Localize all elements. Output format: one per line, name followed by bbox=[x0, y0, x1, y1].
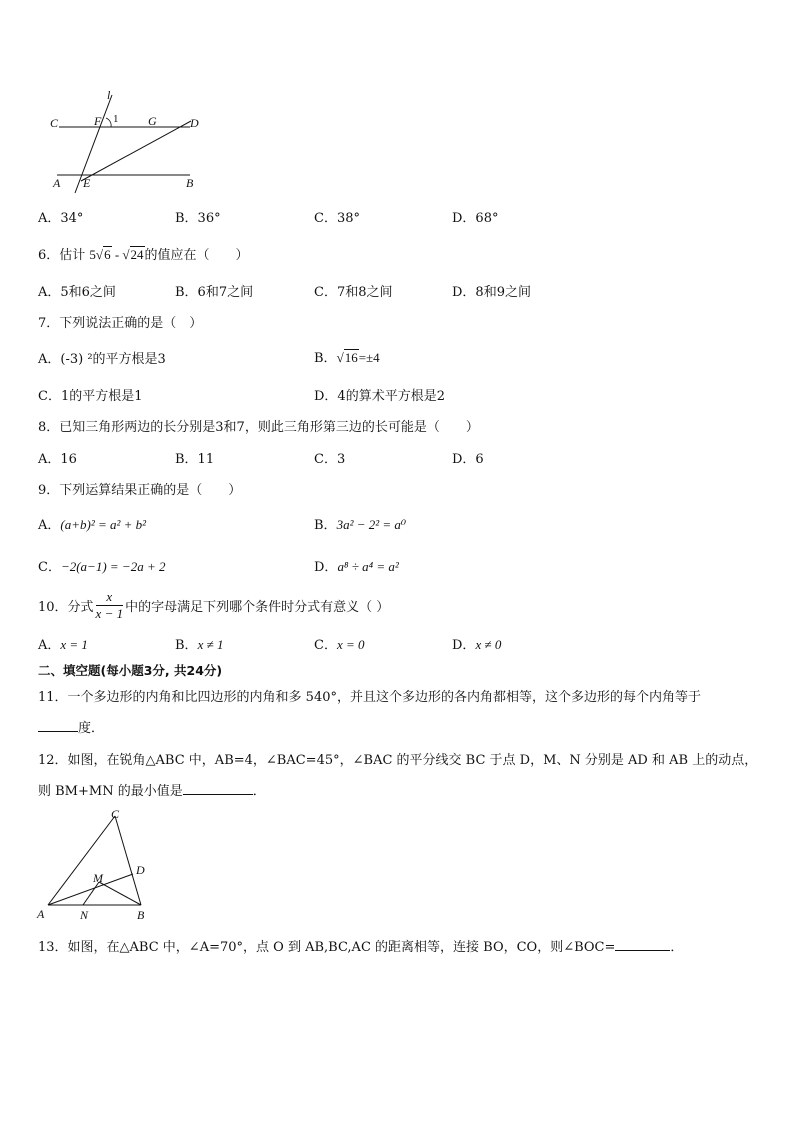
figure-parallel-lines bbox=[45, 85, 215, 195]
label-G: G bbox=[148, 114, 157, 128]
q9-option-c[interactable]: C．−2(a−1) = −2a + 2 bbox=[38, 559, 166, 575]
label-E: E bbox=[83, 176, 91, 190]
q5-option-c[interactable]: C．38° bbox=[314, 211, 360, 226]
tri-label-N: N bbox=[80, 908, 89, 922]
label-D: D bbox=[190, 116, 199, 130]
section-2-heading: 二、填空题(每小题3分, 共24分) bbox=[38, 663, 223, 678]
question-11-line2: 度． bbox=[38, 717, 104, 736]
q10-option-c[interactable]: C．x = 0 bbox=[314, 637, 365, 653]
figure-triangle bbox=[36, 806, 166, 926]
question-11-line1: 11．一个多边形的内角和比四边形的内角和多 540°，并且这个多边形的各内角都相等，这个多边形的每个内角等于 bbox=[38, 690, 701, 705]
q7-option-a[interactable]: A．(-3) ²的平方根是3 bbox=[38, 352, 166, 367]
q7-option-d[interactable]: D．4的算术平方根是2 bbox=[314, 389, 445, 404]
tri-label-B: B bbox=[137, 908, 145, 922]
label-C: C bbox=[50, 116, 59, 130]
q6-option-d[interactable]: D．8和9之间 bbox=[452, 285, 531, 300]
q6-option-c[interactable]: C．7和8之间 bbox=[314, 285, 393, 300]
q9-option-b[interactable]: B．3a² − 2² = a⁰ bbox=[314, 517, 407, 533]
label-angle-1: 1 bbox=[113, 113, 119, 125]
question-10: 10．分式 $\frac{x}{x - 1}$ 中的字母满足下列哪个条件时分式有意义（ ） bbox=[38, 589, 390, 621]
q5-option-b[interactable]: B．36° bbox=[175, 211, 221, 226]
tri-label-M: M bbox=[93, 871, 103, 885]
question-9: 9．下列运算结果正确的是（ ） bbox=[38, 483, 242, 498]
label-A: A bbox=[53, 176, 61, 190]
q7-option-b[interactable]: B．√16=±4 bbox=[314, 350, 380, 366]
label-B: B bbox=[186, 176, 194, 190]
q5-option-a[interactable]: A．34° bbox=[38, 211, 84, 226]
q10-option-b[interactable]: B．x ≠ 1 bbox=[175, 637, 224, 653]
question-13: 13．如图，在△ABC 中，∠A=70°，点 O 到 AB,BC,AC 的距离相等，连接 BO，CO，则∠BOC= ． bbox=[38, 940, 684, 955]
q9-option-a[interactable]: A．(a+b)² = a² + b² bbox=[38, 517, 147, 533]
label-l: l bbox=[107, 88, 111, 102]
q8-option-d[interactable]: D．6 bbox=[452, 452, 484, 467]
q5-option-d[interactable]: D．68° bbox=[452, 211, 499, 226]
tri-label-A: A bbox=[37, 907, 45, 921]
q11-answer-blank[interactable] bbox=[38, 731, 78, 732]
q8-option-a[interactable]: A．16 bbox=[38, 452, 77, 467]
q6-option-b[interactable]: B．6和7之间 bbox=[175, 285, 254, 300]
q10-fraction: $\frac{x}{x - 1}$ bbox=[95, 589, 124, 621]
tri-label-C: C bbox=[111, 807, 120, 821]
q6-option-a[interactable]: A．5和6之间 bbox=[38, 285, 116, 300]
q8-option-b[interactable]: B．11 bbox=[175, 452, 215, 467]
q7-option-c[interactable]: C．1的平方根是1 bbox=[38, 389, 143, 404]
question-12-line2: 则 BM+MN 的最小值是 ． bbox=[38, 784, 266, 799]
question-7: 7．下列说法正确的是（ ） bbox=[38, 316, 203, 331]
label-F: F bbox=[94, 114, 102, 128]
tri-label-D: D bbox=[136, 863, 145, 877]
q10-option-a[interactable]: A．x = 1 bbox=[38, 637, 88, 653]
question-8: 8．已知三角形两边的长分别是3和7，则此三角形第三边的长可能是（ ） bbox=[38, 420, 479, 435]
question-6: 6．估计 5√6 - √24的值应在（ ） bbox=[38, 247, 249, 263]
question-12-line1: 12．如图，在锐角△ABC 中，AB=4，∠BAC=45°，∠BAC 的平分线交 BC 于点 D，M、N 分别是 AD 和 AB 上的动点， bbox=[38, 753, 758, 768]
q8-option-c[interactable]: C．3 bbox=[314, 452, 346, 467]
q9-option-d[interactable]: D．a⁸ ÷ a⁴ = a² bbox=[314, 559, 399, 575]
q10-option-d[interactable]: D．x ≠ 0 bbox=[452, 637, 502, 653]
q12-answer-blank[interactable] bbox=[183, 794, 253, 795]
q13-answer-blank[interactable] bbox=[615, 950, 670, 951]
